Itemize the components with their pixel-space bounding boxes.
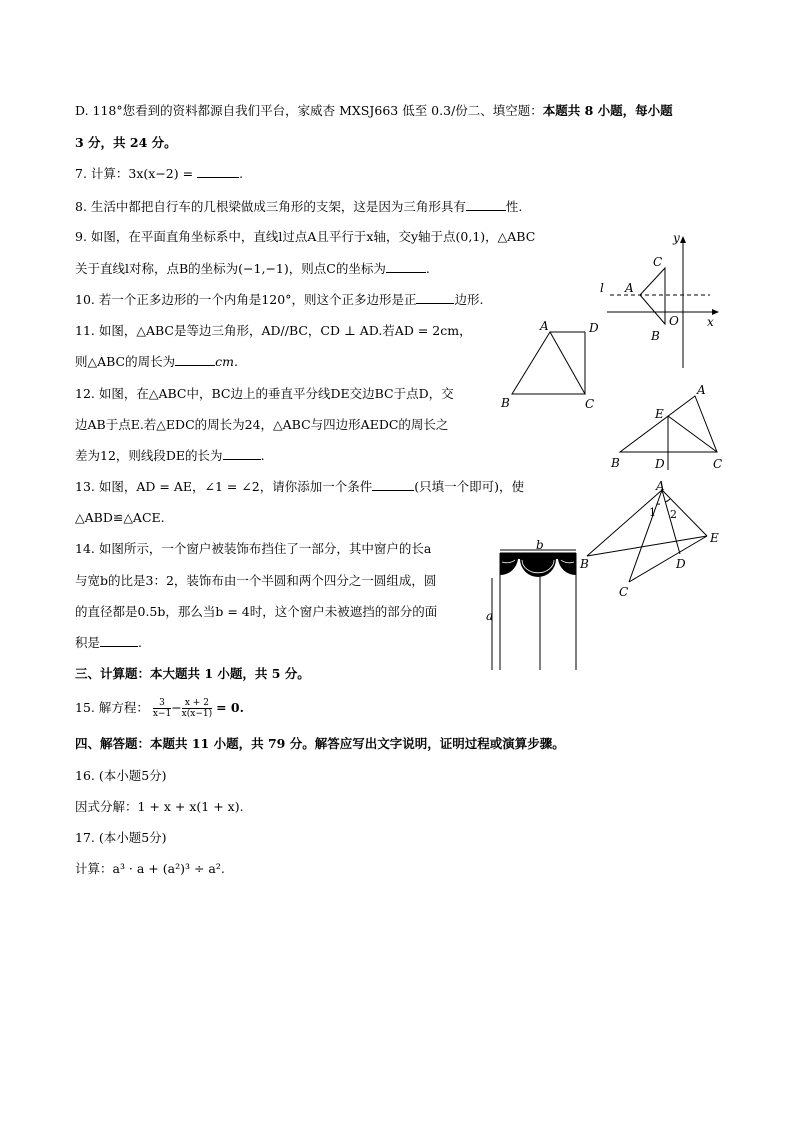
question-11-line-2: 则△ABC的周长为 cm. [75,354,238,369]
figure-q14 [482,538,582,673]
question-8: 8. 生活中都把自行车的几根梁做成三角形的支架，这是因为三角形具有 性. [75,199,523,214]
question-13-line-1: 13. 如图，AD = AE，∠1 = ∠2，请你添加一个条件 (只填一个即可)，使 [75,479,525,494]
question-17-header: 17. (本小题5分) [75,830,167,845]
line-2: 3 分，共 24 分。 [75,135,177,150]
fraction-2: $\frac{x + 2}{x(x-1)}$ [181,698,213,719]
point-e-label: E [710,531,719,545]
point-d-label: D [655,457,665,471]
x-axis-label: x [707,315,714,329]
point-c-label: C [653,255,663,269]
origin-label: O [669,314,679,328]
point-a-label: A [697,383,706,397]
length-a-label: a [486,609,494,623]
point-d-label: D [676,557,686,571]
question-11-line-1: 11. 如图，△ABC是等边三角形，AD//BC，CD ⊥ AD.若AD = 2cm， [75,323,472,338]
question-16-header: 16. (本小题5分) [75,768,167,783]
figure-q11 [495,318,605,413]
point-a-label: A [656,480,665,493]
fraction-1: $\frac{3}{x-1}$ [152,698,172,719]
figure-q13 [577,480,727,602]
figure-q9 [595,228,725,373]
point-b-label: B [580,557,589,571]
question-14-line-2: 与宽b的比是3：2，装饰布由一个半圆和两个四分之一圆组成，圆 [75,573,437,588]
question-9-line-2: 关于直线l对称，点B的坐标为(−1,−1)，则点C的坐标为 . [75,261,430,276]
question-16-body: 因式分解：1 + x + x(1 + x). [75,799,244,814]
point-e-label: E [655,407,664,421]
width-b-label: b [536,538,544,552]
answer-blank[interactable] [372,478,414,491]
question-12-line-2: 边AB于点E.若△EDC的周长为24，△ABC与四边形AEDC的周长之 [75,417,449,432]
answer-blank[interactable] [416,291,454,304]
angle-2-label: 2 [670,508,677,521]
point-c-label: C [619,585,629,599]
question-7: 7. 计算：3x(x−2) = . [75,166,244,181]
answer-blank[interactable] [466,198,506,211]
question-15: 15. 解方程： $\frac{3}{x-1}$ − $\frac{x + 2}{x(x-1)}$ = 0. [75,698,244,719]
point-a-label: A [625,281,634,295]
section-3-header: 三、计算题：本大题共 1 小题，共 5 分。 [75,666,310,681]
question-10: 10. 若一个正多边形的一个内角是120°，则这个正多边形是正 边形. [75,292,484,307]
answer-blank[interactable] [100,634,138,647]
question-12-line-3: 差为12，则线段DE的长为 . [75,448,265,463]
answer-blank[interactable] [197,165,239,178]
answer-blank[interactable] [175,353,215,366]
section-4-header: 四、解答题：本题共 11 小题，共 79 分。解答应写出文字说明，证明过程或演算步骤。 [75,736,565,751]
line-1: D. 118°您看到的资料都源自我们平台，家威杏 MXSJ663 低至 0.3/份二、填空题：本题共 8 小题，每小题 [75,103,673,118]
question-14-line-4: 积是 . [75,635,142,650]
point-b-label: B [651,329,660,343]
line-l-label: l [600,281,604,295]
point-b-label: B [611,456,620,470]
point-c-label: C [585,397,595,411]
answer-blank[interactable] [386,260,426,273]
figure-q12 [605,380,730,475]
answer-blank[interactable] [223,447,261,460]
angle-1-label: 1 [649,506,656,519]
y-axis-label: y [673,231,680,245]
question-13-line-2: △ABD≌△ACE. [75,510,165,525]
point-b-label: B [501,396,510,410]
question-14-line-1: 14. 如图所示，一个窗户被装饰布挡住了一部分，其中窗户的长a [75,541,432,556]
question-17-body: 计算：a³ · a + (a²)³ ÷ a². [75,861,225,876]
section-2-header: 本题共 8 小题，每小题 [542,103,673,118]
point-a-label: A [540,319,549,333]
question-14-line-3: 的直径都是0.5b，那么当b = 4时，这个窗户未被遮挡的部分的面 [75,604,438,619]
question-9-line-1: 9. 如图，在平面直角坐标系中，直线l过点A且平行于x轴，交y轴于点(0,1)，△ABC [75,229,536,244]
point-c-label: C [713,457,723,471]
question-12-line-1: 12. 如图，在△ABC中，BC边上的垂直平分线DE交边BC于点D，交 [75,386,454,401]
point-d-label: D [589,321,599,335]
